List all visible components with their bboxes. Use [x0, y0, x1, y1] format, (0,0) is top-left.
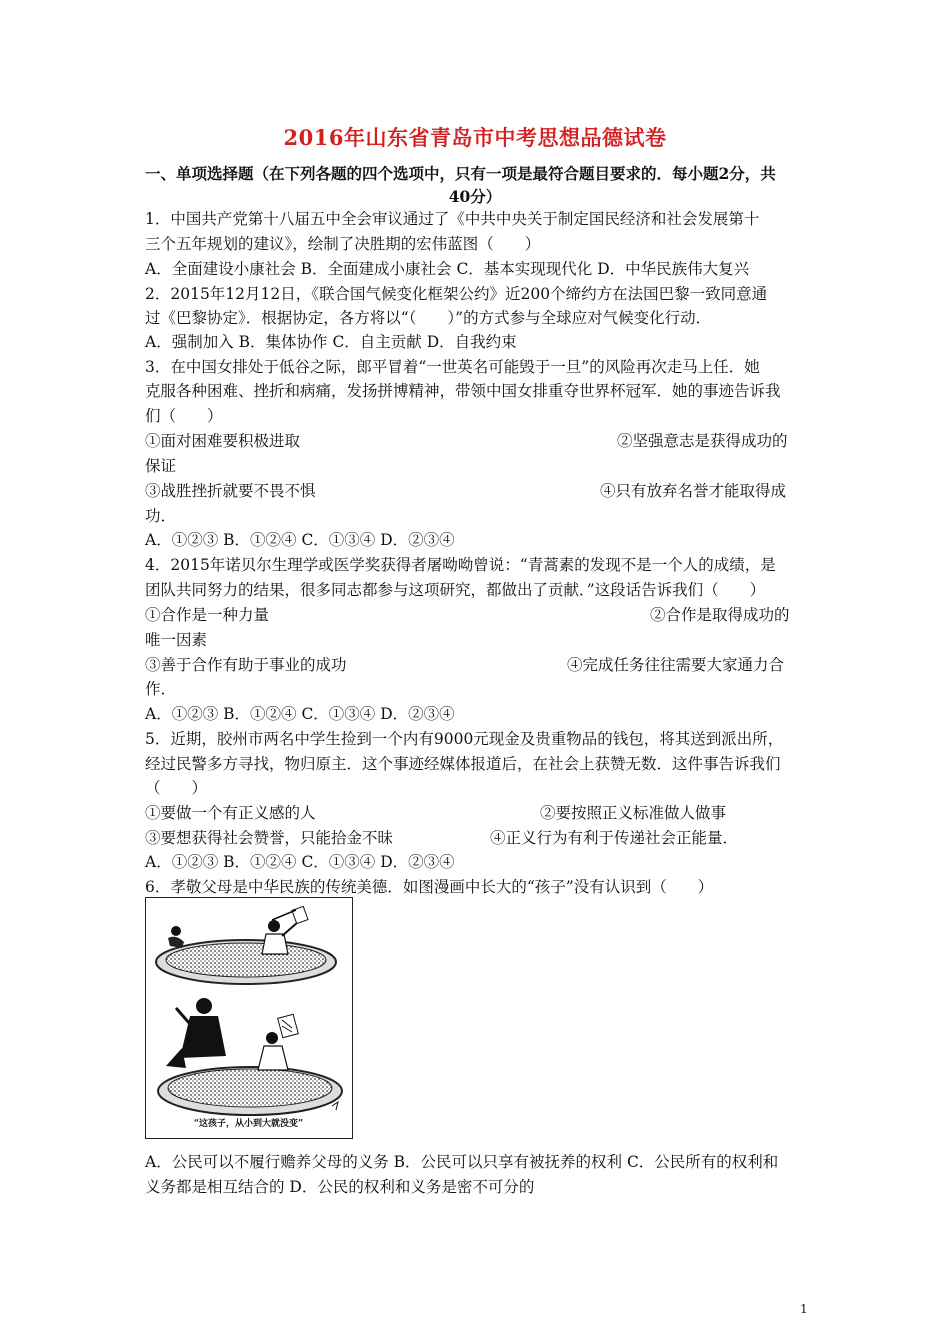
q4-stem-line2: 团队共同努力的结果，很多同志都参与这项研究，都做出了贡献．”这段话告诉我们（ ）	[145, 581, 766, 599]
q5-statement-1: ①要做一个有正义感的人	[145, 804, 316, 822]
q3-statement-3: ③战胜挫折就要不畏不惧	[145, 482, 316, 500]
q4-statement-4: ④完成任务往往需要大家通力合	[567, 656, 785, 674]
q4-statement-4-cont: 作．	[145, 680, 177, 698]
cartoon-illustration	[145, 897, 353, 1139]
q5-options: A．①②③ B．①②④ C．①③④ D．②③④	[145, 853, 455, 871]
q3-stem-line2: 克服各种困难、挫折和病痛，发扬拼博精神，带领中国女排重夺世界杯冠军．她的事迹告诉我	[145, 382, 781, 400]
q1-options: A．全面建设小康社会 B．全面建成小康社会 C．基本实现现代化 D．中华民族伟大复兴	[145, 260, 750, 278]
q1-stem-line1: 1．中国共产党第十八届五中全会审议通过了《中共中央关于制定国民经济和社会发展第十	[145, 210, 760, 228]
q4-statement-3: ③善于合作有助于事业的成功	[145, 656, 347, 674]
cartoon-caption: “这孩子，从小到大就没变”	[193, 1119, 304, 1129]
q5-stem-line1: 5．近期，胶州市两名中学生捡到一个内有9000元现金及贵重物品的钱包，将其送到派出所，	[145, 730, 784, 748]
q2-options: A．强制加入 B．集体协作 C．自主贡献 D．自我约束	[145, 333, 517, 351]
q5-statement-4: ④正义行为有利于传递社会正能量．	[490, 829, 739, 847]
q5-statement-2: ②要按照正义标准做人做事	[540, 804, 727, 822]
q3-stem-line1: 3．在中国女排处于低谷之际，郎平冒着“一世英名可能毁于一旦”的风险再次走马上任．她	[145, 358, 760, 376]
q2-stem-line1: 2．2015年12月12日，《联合国气候变化框架公约》近200个缔约方在法国巴黎一致同意通	[145, 285, 768, 303]
q3-stem-line3: 们（ ）	[145, 407, 223, 425]
q5-stem-line3: （ ）	[145, 779, 208, 797]
q3-statement-4-cont: 功．	[145, 507, 177, 525]
q4-statement-1: ①合作是一种力量	[145, 606, 270, 624]
q6-options-line1: A．公民可以不履行赡养父母的义务 B．公民可以只享有被抚养的权利 C．公民所有的权利和	[145, 1153, 779, 1171]
cartoon-drawing	[146, 898, 351, 1137]
q4-options: A．①②③ B．①②④ C．①③④ D．②③④	[145, 705, 455, 723]
q1-stem-line2: 三个五年规划的建议》，绘制了决胜期的宏伟蓝图（ ）	[145, 235, 541, 253]
q6-options-line2: 义务都是相互结合的 D．公民的权利和义务是密不可分的	[145, 1178, 535, 1196]
page-number: 1	[800, 1302, 808, 1316]
q4-statement-2: ②合作是取得成功的	[650, 606, 790, 624]
q4-stem-line1: 4．2015年诺贝尔生理学或医学奖获得者屠呦呦曾说：“青蒿素的发现不是一个人的成绩，是	[145, 556, 776, 574]
q3-statement-1: ①面对困难要积极进取	[145, 432, 301, 450]
q3-statement-2-cont: 保证	[145, 457, 177, 475]
q3-statement-2: ②坚强意志是获得成功的	[617, 432, 788, 450]
q5-statement-3: ③要想获得社会赞誉，只能拾金不昧	[145, 829, 394, 847]
q3-options: A．①②③ B．①②④ C．①③④ D．②③④	[145, 531, 455, 549]
section-heading-line1: 一、单项选择题（在下列各题的四个选项中，只有一项是最符合题目要求的．每小题2分，共	[145, 164, 776, 183]
q5-stem-line2: 经过民警多方寻找，物归原主．这个事迹经媒体报道后，在社会上获赞无数．这件事告诉我们	[145, 755, 781, 773]
q6-stem-line1: 6．孝敬父母是中华民族的传统美德．如图漫画中长大的“孩子”没有认识到（ ）	[145, 878, 714, 896]
q4-statement-2-cont: 唯一因素	[145, 631, 208, 649]
q2-stem-line2: 过《巴黎协定》．根据协定，各方将以“（ ）”的方式参与全球应对气候变化行动．	[145, 309, 712, 327]
section-heading-line2: 40分）	[448, 187, 502, 206]
exam-title: 2016年山东省青岛市中考思想品德试卷	[283, 125, 667, 150]
q3-statement-4: ④只有放弃名誉才能取得成	[600, 482, 787, 500]
